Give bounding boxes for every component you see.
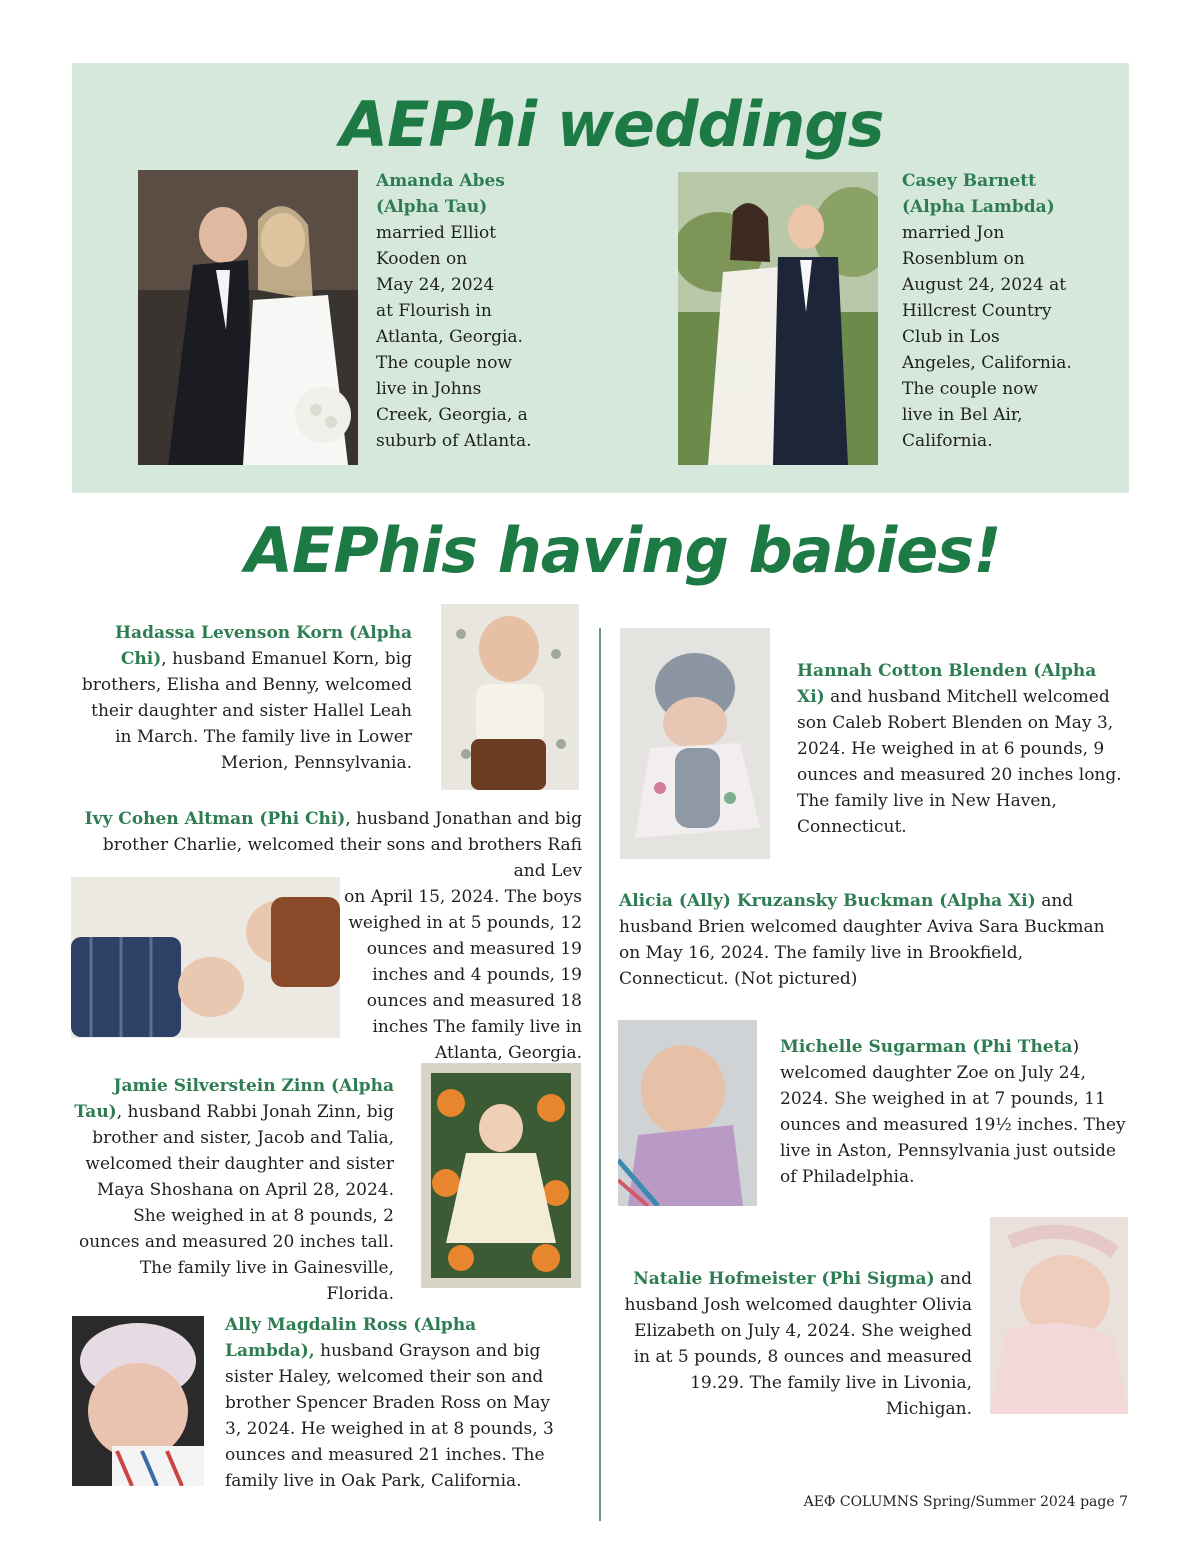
wedding-name-abes-line2: (Alpha Tau) bbox=[376, 197, 488, 217]
baby-text: Josh welcomed daughter Olivia Elizabeth on July 4, 2024. She weighed in at 5 pounds, 8 ounces and measured 19.29. The family live in Livonia, Michigan. bbox=[633, 1295, 972, 1419]
wedding-line: Hillcrest Country bbox=[902, 301, 1052, 321]
wedding-line: live in Bel Air, bbox=[902, 405, 1023, 425]
baby-photo-korn bbox=[441, 604, 579, 790]
baby-entry-altman bbox=[72, 832, 582, 1066]
baby-name-suffix: and husband bbox=[624, 1269, 972, 1315]
baby-text-line: brother Charlie, welcomed their sons and brothers Rafi and Lev bbox=[102, 835, 582, 881]
wedding-line: The couple now bbox=[902, 379, 1038, 399]
baby-name: Ally Magdalin Ross (Alpha Lambda), bbox=[225, 1315, 477, 1361]
baby-text-line: weighed in at 5 pounds, 12 bbox=[348, 913, 582, 933]
baby-name: Hannah Cotton Blenden (Alpha Xi) bbox=[797, 661, 1097, 707]
wedding-line: May 24, 2024 bbox=[376, 275, 495, 295]
weddings-title: AEPhi weddings bbox=[340, 88, 884, 161]
baby-entry-korn bbox=[80, 620, 412, 776]
wedding-line: married Elliot bbox=[376, 223, 497, 243]
baby-name-suffix: , husband Jonathan and big bbox=[345, 809, 582, 829]
baby-text-line: ounces and measured 19 bbox=[366, 939, 582, 959]
baby-text-line: on April 15, 2024. The boys bbox=[344, 887, 582, 907]
wedding-line: at Flourish in bbox=[376, 301, 492, 321]
baby-text: and husband Mitchell welcomed son Caleb Robert Blenden on May 3, 2024. He weighed in at 6 pounds, 9 ounces and measured 20 inches long. The family live in New Haven, Connecticut. bbox=[797, 687, 1122, 837]
wedding-line: August 24, 2024 at bbox=[902, 275, 1067, 295]
baby-entry-ross bbox=[225, 1312, 565, 1494]
baby-entry-hofmeister bbox=[615, 1266, 972, 1422]
wedding-name-abes-line1: Amanda Abes bbox=[376, 171, 505, 191]
baby-entry-blenden bbox=[797, 658, 1127, 840]
baby-photo-hofmeister bbox=[990, 1217, 1128, 1414]
baby-text: Brien welcomed daughter Aviva Sara Buckman on May 16, 2024. The family live in Brookfield, Connecticut. (Not pictured) bbox=[619, 917, 1105, 989]
baby-photo-sugarman bbox=[618, 1020, 757, 1206]
baby-text-line: inches and 4 pounds, 19 bbox=[372, 965, 582, 985]
baby-name: Alicia (Ally) Kruzansky Buckman (Alpha Xi) bbox=[619, 891, 1036, 911]
baby-name: Jamie Silverstein Zinn (Alpha Tau) bbox=[74, 1076, 394, 1122]
baby-photo-zinn bbox=[421, 1063, 581, 1288]
baby-entry-sugarman bbox=[780, 1034, 1126, 1190]
babies-title: AEPhis having babies! bbox=[245, 514, 1001, 587]
baby-text-line: Atlanta, Georgia. bbox=[435, 1043, 582, 1063]
baby-photo-blenden bbox=[620, 628, 770, 859]
wedding-photo-barnett bbox=[678, 172, 878, 465]
wedding-line: Creek, Georgia, a bbox=[376, 405, 528, 425]
wedding-line: live in Johns bbox=[376, 379, 482, 399]
wedding-line: Rosenblum on bbox=[902, 249, 1025, 269]
wedding-text-barnett bbox=[902, 168, 1122, 454]
wedding-line: Angeles, California. bbox=[902, 353, 1072, 373]
baby-name-suffix: , bbox=[161, 649, 167, 669]
baby-text: husband Grayson and big sister Haley, welcomed their son and brother Spencer Braden Ross on May 3, 2024. He weighed in at 8 pounds, 3 ounces and measured 21 inches. The family live in Oak Park, California. bbox=[225, 1341, 554, 1491]
wedding-line: suburb of Atlanta. bbox=[376, 431, 532, 451]
column-divider bbox=[599, 628, 601, 1521]
wedding-text-abes bbox=[376, 168, 636, 454]
baby-text-line: ounces and measured 18 bbox=[366, 991, 582, 1011]
baby-name-suffix: and husband bbox=[619, 891, 1074, 937]
wedding-name-barnett-line2: (Alpha Lambda) bbox=[902, 197, 1055, 217]
wedding-line: Kooden on bbox=[376, 249, 468, 269]
baby-entry-zinn bbox=[72, 1073, 394, 1307]
baby-name: Ivy Cohen Altman (Phi Chi) bbox=[84, 809, 346, 829]
wedding-line: married Jon bbox=[902, 223, 1005, 243]
wedding-photo-abes bbox=[138, 170, 358, 465]
baby-text: husband Emanuel Korn, big brothers, Elisha and Benny, welcomed their daughter and sister Hallel Leah in March. The family live in Lower Merion, Pennsylvania. bbox=[81, 649, 412, 773]
baby-text-line: inches The family live in bbox=[372, 1017, 582, 1037]
baby-entry-altman-head bbox=[72, 806, 582, 832]
baby-name-suffix: ) welcomed bbox=[780, 1037, 1080, 1083]
baby-name: Michelle Sugarman (Phi Theta bbox=[780, 1037, 1073, 1057]
baby-name: Hadassa Levenson Korn (Alpha Chi) bbox=[115, 623, 412, 669]
baby-text: daughter Zoe on July 24, 2024. She weighed in at 7 pounds, 11 ounces and measured 19½ inches. They live in Aston, Pennsylvania just outside of Philadelphia. bbox=[780, 1063, 1126, 1187]
baby-name: Natalie Hofmeister (Phi Sigma) bbox=[633, 1269, 935, 1289]
baby-text: husband Rabbi Jonah Zinn, big brother and sister, Jacob and Talia, welcomed their daughter and sister Maya Shoshana on April 28, 2024. She weighed in at 8 pounds, 2 ounces and measured 20 inches tall. The family live in Gainesville, Florida. bbox=[79, 1102, 394, 1304]
wedding-line: Club in Los bbox=[902, 327, 1000, 347]
baby-entry-buckman bbox=[619, 888, 1129, 992]
baby-photo-ross bbox=[72, 1316, 204, 1486]
wedding-line: The couple now bbox=[376, 353, 512, 373]
page-footer: AEΦ COLUMNS Spring/Summer 2024 page 7 bbox=[803, 1494, 1128, 1510]
wedding-line: California. bbox=[902, 431, 993, 451]
wedding-line: Atlanta, Georgia. bbox=[376, 327, 523, 347]
wedding-name-barnett-line1: Casey Barnett bbox=[902, 171, 1036, 191]
baby-name-suffix: , bbox=[116, 1102, 123, 1122]
